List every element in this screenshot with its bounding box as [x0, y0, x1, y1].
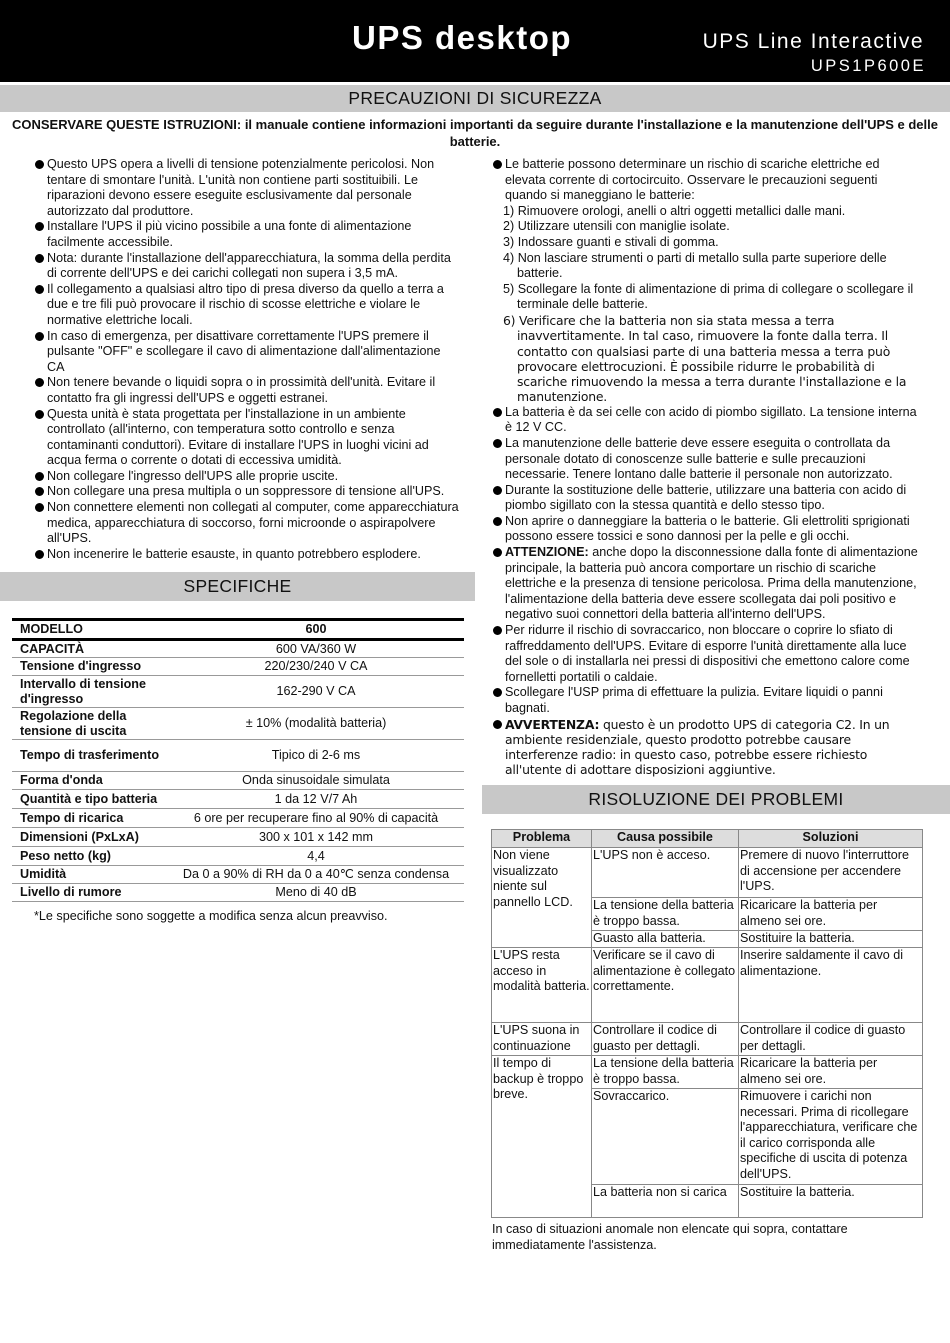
- specs-heading: SPECIFICHE: [0, 572, 475, 601]
- spec-label: Intervallo di tensione d'ingresso: [12, 676, 168, 708]
- table-row: [12, 809, 464, 828]
- safety-intro: CONSERVARE QUESTE ISTRUZIONI: il manuale contiene informazioni importanti da seguire durante l'installazione e la manutenzione dell'UPS e delle batterie.: [12, 117, 938, 149]
- list-item: Scollegare l'USP prima di effettuare la pulizia. Evitare liquidi o panni bagnati.: [468, 685, 918, 716]
- spec-label: Dimensioni (PxLxA): [12, 828, 168, 847]
- table-row: [492, 1023, 923, 1056]
- cause-cell: Guasto alla batteria.: [592, 931, 739, 948]
- spec-value: Onda sinusoidale simulata: [168, 772, 464, 790]
- troubleshooting-footer: In caso di situazioni anomale non elencate qui sopra, contattare immediatamente l'assistenza.: [492, 1222, 848, 1252]
- table-row: [12, 847, 464, 866]
- bullet-icon: [493, 517, 502, 526]
- problem-cell: Non viene visualizzato niente sul pannello LCD.: [492, 848, 592, 948]
- bullet-icon: [35, 410, 44, 419]
- list-item: Nota: durante l'installazione dell'apparecchiatura, la somma della perdita di corrente dell'UPS e dei carichi collegati non supera i 3,5 mA.: [10, 251, 460, 282]
- table-row: [12, 620, 464, 640]
- table-row: [12, 640, 464, 658]
- list-item: La batteria è da sei celle con acido di piombo sigillato. La tensione interna è 12 V CC.: [468, 405, 918, 436]
- table-row: [12, 884, 464, 902]
- specs-table: [12, 618, 464, 902]
- spec-label: Tempo di trasferimento: [12, 740, 168, 772]
- list-item: Non tenere bevande o liquidi sopra o in prossimità dell'unità. Evitare il contatto fra gli ingressi dell'UPS e oggetti estranei.: [10, 375, 460, 406]
- list-item-numbered: 3) Indossare guanti e stivali di gomma.: [503, 234, 719, 249]
- list-item: Il collegamento a qualsiasi altro tipo di presa diverso da quello a terra a due e tre fili può provocare il rischio di scosse elettriche e violare le normative elettriche locali.: [10, 282, 460, 329]
- spec-value: 4,4: [168, 847, 464, 866]
- table-row: [492, 848, 923, 898]
- problem-cell: L'UPS suona in continuazione: [492, 1023, 592, 1056]
- bullet-icon: [35, 503, 44, 512]
- problem-cell: L'UPS resta acceso in modalità batteria.: [492, 948, 592, 1023]
- spec-value: 6 ore per recuperare fino al 90% di capacità: [168, 809, 464, 828]
- table-row: [12, 658, 464, 676]
- cause-cell: La tensione della batteria è troppo bassa.: [592, 898, 739, 931]
- bullet-icon: [493, 688, 502, 697]
- solution-cell: Ricaricare la batteria per almeno sei ore.: [739, 898, 923, 931]
- bullet-icon: [493, 548, 502, 557]
- bullet-icon: [35, 160, 44, 169]
- list-item-avvertenza: AVVERTENZA: questo è un prodotto UPS di categoria C2. In un ambiente residenziale, questo prodotto potrebbe causare interferenze radio: in questo caso, potrebbe essere richiesto all'utente di adottare disposizioni aggiuntive.: [468, 717, 918, 778]
- spec-value: 220/230/240 V CA: [168, 658, 464, 676]
- table-row: [12, 828, 464, 847]
- cause-cell: Sovraccarico.: [592, 1089, 739, 1185]
- cause-cell: La tensione della batteria è troppo bassa.: [592, 1056, 739, 1089]
- list-item-numbered: 4) Non lasciare strumenti o parti di metallo sulla parte superiore delle batterie.: [503, 250, 887, 281]
- bullet-icon: [493, 160, 502, 169]
- bullet-icon: [35, 222, 44, 231]
- specs-note: *Le specifiche sono soggette a modifica senza alcun preavviso.: [34, 909, 388, 923]
- spec-label: MODELLO: [12, 620, 168, 640]
- solution-cell: Sostituire la batteria.: [739, 1185, 923, 1218]
- bullet-icon: [35, 550, 44, 559]
- spec-value: Da 0 a 90% di RH da 0 a 40℃ senza condensa: [168, 866, 464, 884]
- list-item: Questa unità è stata progettata per l'installazione in un ambiente controllato (all'interno, con temperatura sotto controllo e senza contaminanti conduttori). Evitare di installare l'UPS in luoghi vicini ad acqua ferma o corrente o dotati di eccessiva umidità.: [10, 407, 460, 469]
- bullet-icon: [35, 472, 44, 481]
- safety-list-left: [10, 157, 460, 562]
- spec-label: Quantità e tipo batteria: [12, 790, 168, 809]
- list-item-attenzione: ATTENZIONE: anche dopo la disconnessione dalla fonte di alimentazione principale, la batteria può ancora comportare un rischio di scariche elettriche e la presenza di tensione pericolosa. Prima della manutenzione, l'alimentazione della batteria deve essere scollegata dai poli positivo e negativo suoi connettori della batteria all'interno dell'UPS.: [468, 545, 918, 623]
- cause-cell: L'UPS non è acceso.: [592, 848, 739, 898]
- list-item: Non collegare l'ingresso dell'UPS alle proprie uscite.: [10, 469, 460, 485]
- bullet-icon: [35, 254, 44, 263]
- bullet-icon: [35, 285, 44, 294]
- col-header-problem: Problema: [492, 830, 592, 848]
- table-row: [12, 866, 464, 884]
- bullet-icon: [35, 332, 44, 341]
- table-row: [12, 740, 464, 772]
- product-line: UPS Line Interactive: [702, 30, 924, 53]
- bullet-icon: [493, 720, 502, 729]
- model-code: UPS1P600E: [810, 57, 926, 75]
- table-row: [12, 772, 464, 790]
- troubleshooting-heading: RISOLUZIONE DEI PROBLEMI: [482, 785, 950, 814]
- spec-value: 162-290 V CA: [168, 676, 464, 708]
- list-item: Per ridurre il rischio di sovraccarico, non bloccare o coprire lo sfiato di raffreddamento dell'UPS. Evitare di esporre l'unità direttamente alla luce del sole o di installarla nei pressi di dispositivi che emettono calore come fornelletti portatili o caldaie.: [468, 623, 918, 685]
- list-item-numbered: 1) Rimuovere orologi, anelli o altri oggetti metallici dalle mani.: [503, 203, 846, 218]
- list-item: Installare l'UPS il più vicino possibile a una fonte di alimentazione facilmente accessibile.: [10, 219, 460, 250]
- document-title: UPS desktop: [352, 19, 573, 56]
- solution-cell: Premere di nuovo l'interruttore di accensione per accendere l'UPS.: [739, 848, 923, 898]
- list-item: Non connettere elementi non collegati al computer, come apparecchiatura medica, apparecchiatura di soccorso, forni microonde o aspirapolvere all'UPS.: [10, 500, 460, 547]
- list-item: Le batterie possono determinare un rischio di scariche elettriche ed elevata corrente di cortocircuito. Osservare le precauzioni seguenti quando si maneggiano le batterie:: [468, 157, 918, 204]
- list-item: Durante la sostituzione delle batterie, utilizzare una batteria con acido di piombo sigillato con la stessa quantità e dello stesso tipo.: [468, 483, 918, 514]
- list-item: La manutenzione delle batterie deve essere eseguita o controllata da personale dotato di conoscenze sulle batterie e sulle precauzioni necessarie. Tenere lontano dalle batterie il personale non autorizzato.: [468, 436, 918, 483]
- spec-value: 1 da 12 V/7 Ah: [168, 790, 464, 809]
- table-row: [12, 790, 464, 809]
- spec-value: Tipico di 2-6 ms: [168, 740, 464, 772]
- list-item: Non incenerire le batterie esauste, in quanto potrebbero esplodere.: [10, 547, 460, 563]
- spec-label: Tensione d'ingresso: [12, 658, 168, 676]
- bullet-icon: [493, 486, 502, 495]
- spec-label: Livello di rumore: [12, 884, 168, 902]
- spec-label: Tempo di ricarica: [12, 809, 168, 828]
- table-row: [492, 948, 923, 1023]
- bullet-icon: [493, 408, 502, 417]
- list-item-numbered: 5) Scollegare la fonte di alimentazione di prima di collegare o scollegare il terminale delle batterie.: [503, 281, 914, 312]
- spec-label: Regolazione della tensione di uscita: [12, 708, 168, 740]
- table-header-row: [492, 830, 923, 848]
- spec-value: Meno di 40 dB: [168, 884, 464, 902]
- spec-label: CAPACITÀ: [12, 640, 168, 658]
- list-item-numbered: 6) Verificare che la batteria non sia stata messa a terra inavvertitamente. In tal caso, rimuovere la fonte dalla terra. Il contatto con qualsiasi parte di una batteria messa a terra può provocare elettrocuzioni. È possibile ridurre le probabilità di scariche rimuovendo la messa a terra durante l'installazione e la manutenzione.: [503, 312, 907, 405]
- spec-value: ± 10% (modalità batteria): [168, 708, 464, 740]
- table-row: [12, 676, 464, 708]
- solution-cell: Ricaricare la batteria per almeno sei ore.: [739, 1056, 923, 1089]
- list-item: In caso di emergenza, per disattivare correttamente l'UPS premere il pulsante "OFF" e scollegare il cavo di alimentazione dall'alimentazione CA: [10, 329, 460, 376]
- list-item-numbered: 2) Utilizzare utensili con maniglie isolate.: [503, 219, 730, 234]
- bullet-icon: [35, 487, 44, 496]
- safety-heading: PRECAUZIONI DI SICUREZZA: [0, 85, 950, 112]
- troubleshooting-table: [491, 829, 923, 1218]
- safety-list-right: [468, 157, 918, 778]
- cause-cell: Verificare se il cavo di alimentazione è collegato correttamente.: [592, 948, 739, 1023]
- solution-cell: Controllare il codice di guasto per dettagli.: [739, 1023, 923, 1056]
- solution-cell: Inserire saldamente il cavo di alimentazione.: [739, 948, 923, 1023]
- col-header-solution: Soluzioni: [739, 830, 923, 848]
- list-item: Non aprire o danneggiare la batteria o le batterie. Gli elettroliti sprigionati possono essere tossici e sono dannosi per la pelle e gli occhi.: [468, 514, 918, 545]
- solution-cell: Sostituire la batteria.: [739, 931, 923, 948]
- list-item: Non collegare una presa multipla o un soppressore di tensione all'UPS.: [10, 484, 460, 500]
- bullet-icon: [493, 626, 502, 635]
- spec-value: 600 VA/360 W: [168, 640, 464, 658]
- col-header-cause: Causa possibile: [592, 830, 739, 848]
- spec-label: Umidità: [12, 866, 168, 884]
- list-item: Questo UPS opera a livelli di tensione potenzialmente pericolosi. Non tentare di smontare l'unità. L'unità non contiene parti sostituibili. Le riparazioni devono essere eseguite esclusivamente dal personale autorizzato dal produttore.: [10, 157, 460, 219]
- problem-cell: Il tempo di backup è troppo breve.: [492, 1056, 592, 1218]
- spec-label: Forma d'onda: [12, 772, 168, 790]
- bullet-icon: [35, 378, 44, 387]
- spec-value: 600: [168, 620, 464, 640]
- table-row: [492, 1056, 923, 1089]
- bullet-icon: [493, 439, 502, 448]
- spec-label: Peso netto (kg): [12, 847, 168, 866]
- solution-cell: Rimuovere i carichi non necessari. Prima di ricollegare l'apparecchiatura, verificare che il carico corrisponda alle specifiche di uscita di potenza dell'UPS.: [739, 1089, 923, 1185]
- page-header: [0, 0, 950, 82]
- cause-cell: Controllare il codice di guasto per dettagli.: [592, 1023, 739, 1056]
- spec-value: 300 x 101 x 142 mm: [168, 828, 464, 847]
- table-row: [12, 708, 464, 740]
- cause-cell: La batteria non si carica: [592, 1185, 739, 1218]
